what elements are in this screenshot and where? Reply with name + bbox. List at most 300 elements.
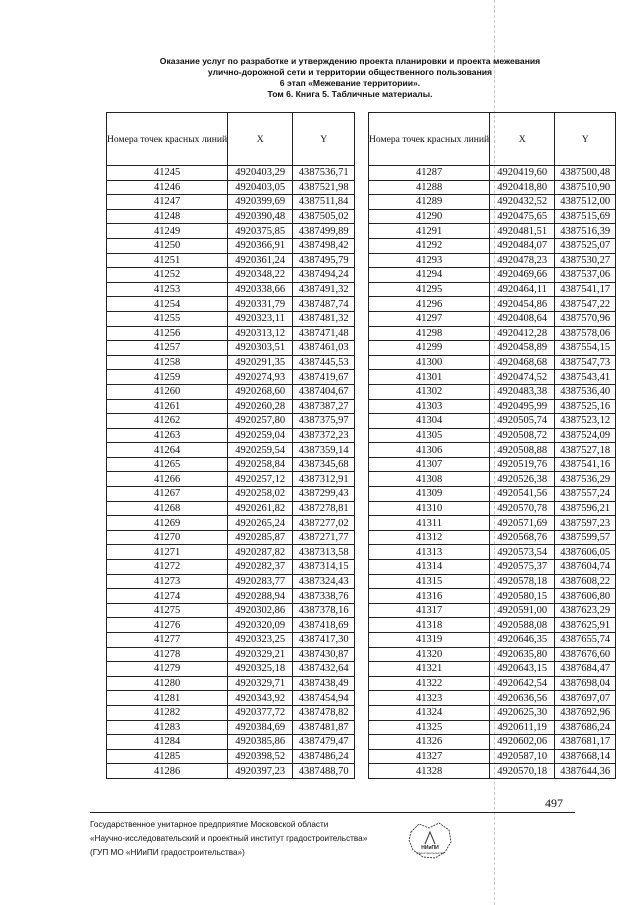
x-coordinate-cell: 4920642,54 (490, 676, 555, 691)
y-coordinate-cell: 4387547,22 (555, 297, 616, 312)
table-row (107, 282, 355, 297)
point-number-cell: 41281 (107, 691, 228, 706)
table-row (107, 749, 355, 764)
table-row (369, 662, 616, 677)
point-number-cell: 41252 (107, 268, 228, 283)
y-coordinate-cell: 4387525,16 (555, 399, 616, 414)
x-coordinate-cell: 4920570,78 (490, 501, 555, 516)
x-coordinate-cell: 4920261,82 (228, 501, 293, 516)
table-row (369, 253, 616, 268)
y-coordinate-cell: 4387345,68 (293, 457, 355, 472)
table-row (107, 414, 355, 429)
y-coordinate-cell: 4387419,67 (293, 370, 355, 385)
table-row (107, 647, 355, 662)
x-coordinate-cell: 4920478,23 (490, 253, 555, 268)
point-number-cell: 41274 (107, 589, 228, 604)
point-number-cell: 41313 (369, 545, 490, 560)
x-coordinate-cell: 4920611,19 (490, 720, 555, 735)
x-coordinate-cell: 4920285,87 (228, 530, 293, 545)
table-row (107, 705, 355, 720)
column-header-number: Номера точек красных линий (369, 113, 490, 166)
point-number-cell: 41300 (369, 355, 490, 370)
table-row (369, 268, 616, 283)
table-row (107, 764, 355, 779)
point-number-cell: 41292 (369, 238, 490, 253)
table-row (107, 501, 355, 516)
point-number-cell: 41294 (369, 268, 490, 283)
y-coordinate-cell: 4387324,43 (293, 574, 355, 589)
table-row (369, 457, 616, 472)
table-row (107, 224, 355, 239)
y-coordinate-cell: 4387375,97 (293, 414, 355, 429)
x-coordinate-cell: 4920398,52 (228, 749, 293, 764)
table-row (369, 414, 616, 429)
x-coordinate-cell: 4920495,99 (490, 399, 555, 414)
y-coordinate-cell: 4387314,15 (293, 560, 355, 575)
point-number-cell: 41273 (107, 574, 228, 589)
y-coordinate-cell: 4387530,27 (555, 253, 616, 268)
table-row (369, 297, 616, 312)
x-coordinate-cell: 4920377,72 (228, 705, 293, 720)
point-number-cell: 41308 (369, 472, 490, 487)
x-coordinate-cell: 4920636,56 (490, 691, 555, 706)
x-coordinate-cell: 4920573,54 (490, 545, 555, 560)
x-coordinate-cell: 4920635,80 (490, 647, 555, 662)
y-coordinate-cell: 4387500,48 (555, 166, 616, 181)
x-coordinate-cell: 4920361,24 (228, 253, 293, 268)
point-number-cell: 41275 (107, 603, 228, 618)
table-row (369, 705, 616, 720)
y-coordinate-cell: 4387505,02 (293, 209, 355, 224)
table-row (369, 341, 616, 356)
x-coordinate-cell: 4920283,77 (228, 574, 293, 589)
x-coordinate-cell: 4920568,76 (490, 530, 555, 545)
point-number-cell: 41288 (369, 180, 490, 195)
point-number-cell: 41263 (107, 428, 228, 443)
point-number-cell: 41276 (107, 618, 228, 633)
table-row (107, 457, 355, 472)
point-number-cell: 41327 (369, 749, 490, 764)
table-row (369, 545, 616, 560)
footer-line-3: (ГУП МО «НИиПИ градостроительства») (90, 848, 245, 857)
x-coordinate-cell: 4920464,11 (490, 282, 555, 297)
header-line-3: 6 этап «Межевание территории». (279, 78, 421, 88)
y-coordinate-cell: 4387684,47 (555, 662, 616, 677)
y-coordinate-cell: 4387527,18 (555, 443, 616, 458)
table-row (369, 633, 616, 648)
x-coordinate-cell: 4920274,93 (228, 370, 293, 385)
x-coordinate-cell: 4920331,79 (228, 297, 293, 312)
column-header-x: X (228, 113, 293, 166)
table-row (107, 443, 355, 458)
point-number-cell: 41289 (369, 195, 490, 210)
point-number-cell: 41302 (369, 384, 490, 399)
point-number-cell: 41296 (369, 297, 490, 312)
x-coordinate-cell: 4920329,71 (228, 676, 293, 691)
x-coordinate-cell: 4920419,60 (490, 166, 555, 181)
table-row (107, 545, 355, 560)
x-coordinate-cell: 4920412,28 (490, 326, 555, 341)
table-row (369, 749, 616, 764)
point-number-cell: 41284 (107, 735, 228, 750)
x-coordinate-cell: 4920580,15 (490, 589, 555, 604)
table-row (369, 384, 616, 399)
x-coordinate-cell: 4920643,15 (490, 662, 555, 677)
table-row (369, 764, 616, 779)
point-number-cell: 41259 (107, 370, 228, 385)
y-coordinate-cell: 4387277,02 (293, 516, 355, 531)
y-coordinate-cell: 4387445,53 (293, 355, 355, 370)
table-row (107, 720, 355, 735)
table-row (369, 326, 616, 341)
table-row (369, 472, 616, 487)
point-number-cell: 41323 (369, 691, 490, 706)
table-row (107, 311, 355, 326)
y-coordinate-cell: 4387623,29 (555, 603, 616, 618)
y-coordinate-cell: 4387471,48 (293, 326, 355, 341)
table-row (369, 195, 616, 210)
x-coordinate-cell: 4920257,12 (228, 472, 293, 487)
table-row (107, 268, 355, 283)
x-coordinate-cell: 4920454,86 (490, 297, 555, 312)
x-coordinate-cell: 4920418,80 (490, 180, 555, 195)
x-coordinate-cell: 4920508,88 (490, 443, 555, 458)
y-coordinate-cell: 4387479,47 (293, 735, 355, 750)
x-coordinate-cell: 4920481,51 (490, 224, 555, 239)
x-coordinate-cell: 4920313,12 (228, 326, 293, 341)
table-row (107, 341, 355, 356)
point-number-cell: 41264 (107, 443, 228, 458)
y-coordinate-cell: 4387525,07 (555, 238, 616, 253)
left-coordinates-table (106, 112, 355, 779)
table-row (369, 530, 616, 545)
y-coordinate-cell: 4387515,69 (555, 209, 616, 224)
y-coordinate-cell: 4387417,30 (293, 633, 355, 648)
point-number-cell: 41248 (107, 209, 228, 224)
point-number-cell: 41285 (107, 749, 228, 764)
y-coordinate-cell: 4387299,43 (293, 487, 355, 502)
table-row (369, 647, 616, 662)
point-number-cell: 41310 (369, 501, 490, 516)
y-coordinate-cell: 4387486,24 (293, 749, 355, 764)
x-coordinate-cell: 4920646,35 (490, 633, 555, 648)
x-coordinate-cell: 4920258,84 (228, 457, 293, 472)
table-row (369, 224, 616, 239)
x-coordinate-cell: 4920325,18 (228, 662, 293, 677)
y-coordinate-cell: 4387481,87 (293, 720, 355, 735)
x-coordinate-cell: 4920505,74 (490, 414, 555, 429)
table-row (107, 603, 355, 618)
point-number-cell: 41257 (107, 341, 228, 356)
point-number-cell: 41261 (107, 399, 228, 414)
table-row (107, 618, 355, 633)
y-coordinate-cell: 4387604,74 (555, 560, 616, 575)
point-number-cell: 41304 (369, 414, 490, 429)
x-coordinate-cell: 4920458,89 (490, 341, 555, 356)
point-number-cell: 41309 (369, 487, 490, 502)
y-coordinate-cell: 4387606,80 (555, 589, 616, 604)
x-coordinate-cell: 4920287,82 (228, 545, 293, 560)
point-number-cell: 41320 (369, 647, 490, 662)
document-header (150, 56, 550, 100)
point-number-cell: 41271 (107, 545, 228, 560)
table-row (369, 589, 616, 604)
point-number-cell: 41321 (369, 662, 490, 677)
x-coordinate-cell: 4920397,23 (228, 764, 293, 779)
point-number-cell: 41303 (369, 399, 490, 414)
table-row (107, 676, 355, 691)
x-coordinate-cell: 4920260,28 (228, 399, 293, 414)
table-row (107, 633, 355, 648)
x-coordinate-cell: 4920588,08 (490, 618, 555, 633)
table-row (107, 384, 355, 399)
y-coordinate-cell: 4387686,24 (555, 720, 616, 735)
table-row (107, 691, 355, 706)
point-number-cell: 41325 (369, 720, 490, 735)
table-header-row (107, 113, 355, 166)
point-number-cell: 41322 (369, 676, 490, 691)
y-coordinate-cell: 4387312,91 (293, 472, 355, 487)
right-coordinates-table (368, 112, 616, 779)
y-coordinate-cell: 4387338,76 (293, 589, 355, 604)
table-row (369, 355, 616, 370)
y-coordinate-cell: 4387511,84 (293, 195, 355, 210)
y-coordinate-cell: 4387698,04 (555, 676, 616, 691)
point-number-cell: 41251 (107, 253, 228, 268)
x-coordinate-cell: 4920468,68 (490, 355, 555, 370)
y-coordinate-cell: 4387644,36 (555, 764, 616, 779)
x-coordinate-cell: 4920375,85 (228, 224, 293, 239)
y-coordinate-cell: 4387697,07 (555, 691, 616, 706)
x-coordinate-cell: 4920282,37 (228, 560, 293, 575)
logo-text: НИиПИ (421, 845, 439, 851)
y-coordinate-cell: 4387523,12 (555, 414, 616, 429)
table-row (107, 472, 355, 487)
y-coordinate-cell: 4387404,67 (293, 384, 355, 399)
y-coordinate-cell: 4387681,17 (555, 735, 616, 750)
point-number-cell: 41246 (107, 180, 228, 195)
table-row (369, 676, 616, 691)
x-coordinate-cell: 4920575,37 (490, 560, 555, 575)
y-coordinate-cell: 4387543,41 (555, 370, 616, 385)
x-coordinate-cell: 4920399,69 (228, 195, 293, 210)
point-number-cell: 41312 (369, 530, 490, 545)
y-coordinate-cell: 4387510,90 (555, 180, 616, 195)
point-number-cell: 41324 (369, 705, 490, 720)
y-coordinate-cell: 4387378,16 (293, 603, 355, 618)
y-coordinate-cell: 4387597,23 (555, 516, 616, 531)
point-number-cell: 41293 (369, 253, 490, 268)
x-coordinate-cell: 4920320,09 (228, 618, 293, 633)
y-coordinate-cell: 4387692,96 (555, 705, 616, 720)
table-row (369, 603, 616, 618)
y-coordinate-cell: 4387418,69 (293, 618, 355, 633)
x-coordinate-cell: 4920508,72 (490, 428, 555, 443)
point-number-cell: 41265 (107, 457, 228, 472)
point-number-cell: 41247 (107, 195, 228, 210)
point-number-cell: 41286 (107, 764, 228, 779)
y-coordinate-cell: 4387536,40 (555, 384, 616, 399)
x-coordinate-cell: 4920366,91 (228, 238, 293, 253)
point-number-cell: 41258 (107, 355, 228, 370)
column-header-x: X (490, 113, 555, 166)
x-coordinate-cell: 4920258,02 (228, 487, 293, 502)
y-coordinate-cell: 4387541,16 (555, 457, 616, 472)
x-coordinate-cell: 4920390,48 (228, 209, 293, 224)
table-row (369, 501, 616, 516)
x-coordinate-cell: 4920348,22 (228, 268, 293, 283)
y-coordinate-cell: 4387599,57 (555, 530, 616, 545)
table-row (369, 311, 616, 326)
y-coordinate-cell: 4387488,70 (293, 764, 355, 779)
y-coordinate-cell: 4387536,71 (293, 166, 355, 181)
table-row (369, 691, 616, 706)
y-coordinate-cell: 4387278,81 (293, 501, 355, 516)
x-coordinate-cell: 4920570,18 (490, 764, 555, 779)
y-coordinate-cell: 4387359,14 (293, 443, 355, 458)
y-coordinate-cell: 4387487,74 (293, 297, 355, 312)
table-row (369, 209, 616, 224)
point-number-cell: 41262 (107, 414, 228, 429)
point-number-cell: 41254 (107, 297, 228, 312)
table-row (107, 297, 355, 312)
x-coordinate-cell: 4920303,51 (228, 341, 293, 356)
x-coordinate-cell: 4920591,00 (490, 603, 555, 618)
x-coordinate-cell: 4920259,04 (228, 428, 293, 443)
y-coordinate-cell: 4387521,98 (293, 180, 355, 195)
x-coordinate-cell: 4920343,92 (228, 691, 293, 706)
point-number-cell: 41317 (369, 603, 490, 618)
point-number-cell: 41301 (369, 370, 490, 385)
x-coordinate-cell: 4920323,25 (228, 633, 293, 648)
table-row (369, 428, 616, 443)
table-row (369, 560, 616, 575)
y-coordinate-cell: 4387478,82 (293, 705, 355, 720)
point-number-cell: 41282 (107, 705, 228, 720)
x-coordinate-cell: 4920257,80 (228, 414, 293, 429)
document-footer (90, 818, 367, 860)
point-number-cell: 41267 (107, 487, 228, 502)
x-coordinate-cell: 4920268,60 (228, 384, 293, 399)
table-row (369, 574, 616, 589)
point-number-cell: 41269 (107, 516, 228, 531)
column-header-number: Номера точек красных линий (107, 113, 228, 166)
x-coordinate-cell: 4920265,24 (228, 516, 293, 531)
x-coordinate-cell: 4920469,66 (490, 268, 555, 283)
footer-divider (90, 812, 575, 813)
y-coordinate-cell: 4387655,74 (555, 633, 616, 648)
institute-logo (405, 818, 455, 862)
x-coordinate-cell: 4920475,65 (490, 209, 555, 224)
table-row (369, 399, 616, 414)
table-row (107, 662, 355, 677)
table-row (369, 735, 616, 750)
x-coordinate-cell: 4920259,54 (228, 443, 293, 458)
point-number-cell: 41314 (369, 560, 490, 575)
table-row (369, 180, 616, 195)
x-coordinate-cell: 4920432,52 (490, 195, 555, 210)
y-coordinate-cell: 4387668,14 (555, 749, 616, 764)
point-number-cell: 41272 (107, 560, 228, 575)
point-number-cell: 41249 (107, 224, 228, 239)
table-row (369, 166, 616, 181)
point-number-cell: 41298 (369, 326, 490, 341)
y-coordinate-cell: 4387438,49 (293, 676, 355, 691)
point-number-cell: 41299 (369, 341, 490, 356)
x-coordinate-cell: 4920519,76 (490, 457, 555, 472)
header-line-2: улично-дорожной сети и территории общественного пользования (207, 67, 493, 77)
table-row (107, 574, 355, 589)
point-number-cell: 41315 (369, 574, 490, 589)
table-row (369, 720, 616, 735)
table-row (369, 282, 616, 297)
table-row (107, 487, 355, 502)
y-coordinate-cell: 4387541,17 (555, 282, 616, 297)
page-number: 497 (545, 796, 563, 810)
point-number-cell: 41279 (107, 662, 228, 677)
table-row (107, 516, 355, 531)
point-number-cell: 41245 (107, 166, 228, 181)
point-number-cell: 41280 (107, 676, 228, 691)
table-row (107, 560, 355, 575)
x-coordinate-cell: 4920571,69 (490, 516, 555, 531)
point-number-cell: 41318 (369, 618, 490, 633)
table-row (107, 238, 355, 253)
x-coordinate-cell: 4920474,52 (490, 370, 555, 385)
table-row (107, 370, 355, 385)
table-row (107, 326, 355, 341)
x-coordinate-cell: 4920384,69 (228, 720, 293, 735)
point-number-cell: 41328 (369, 764, 490, 779)
y-coordinate-cell: 4387432,64 (293, 662, 355, 677)
x-coordinate-cell: 4920408,64 (490, 311, 555, 326)
y-coordinate-cell: 4387676,60 (555, 647, 616, 662)
point-number-cell: 41283 (107, 720, 228, 735)
y-coordinate-cell: 4387454,94 (293, 691, 355, 706)
y-coordinate-cell: 4387512,00 (555, 195, 616, 210)
table-row (107, 355, 355, 370)
point-number-cell: 41287 (369, 166, 490, 181)
point-number-cell: 41253 (107, 282, 228, 297)
y-coordinate-cell: 4387481,32 (293, 311, 355, 326)
point-number-cell: 41270 (107, 530, 228, 545)
y-coordinate-cell: 4387537,06 (555, 268, 616, 283)
y-coordinate-cell: 4387625,91 (555, 618, 616, 633)
y-coordinate-cell: 4387313,58 (293, 545, 355, 560)
y-coordinate-cell: 4387578,06 (555, 326, 616, 341)
y-coordinate-cell: 4387547,73 (555, 355, 616, 370)
table-row (107, 399, 355, 414)
x-coordinate-cell: 4920625,30 (490, 705, 555, 720)
point-number-cell: 41266 (107, 472, 228, 487)
x-coordinate-cell: 4920329,21 (228, 647, 293, 662)
point-number-cell: 41256 (107, 326, 228, 341)
y-coordinate-cell: 4387498,42 (293, 238, 355, 253)
table-row (107, 253, 355, 268)
x-coordinate-cell: 4920338,66 (228, 282, 293, 297)
table-row (369, 516, 616, 531)
column-header-y: Y (555, 113, 616, 166)
x-coordinate-cell: 4920403,05 (228, 180, 293, 195)
table-row (107, 166, 355, 181)
x-coordinate-cell: 4920288,94 (228, 589, 293, 604)
point-number-cell: 41290 (369, 209, 490, 224)
table-row (369, 487, 616, 502)
point-number-cell: 41295 (369, 282, 490, 297)
header-line-1: Оказание услуг по разработке и утверждению проекта планировки и проекта межевания (159, 56, 541, 66)
y-coordinate-cell: 4387430,87 (293, 647, 355, 662)
point-number-cell: 41250 (107, 238, 228, 253)
